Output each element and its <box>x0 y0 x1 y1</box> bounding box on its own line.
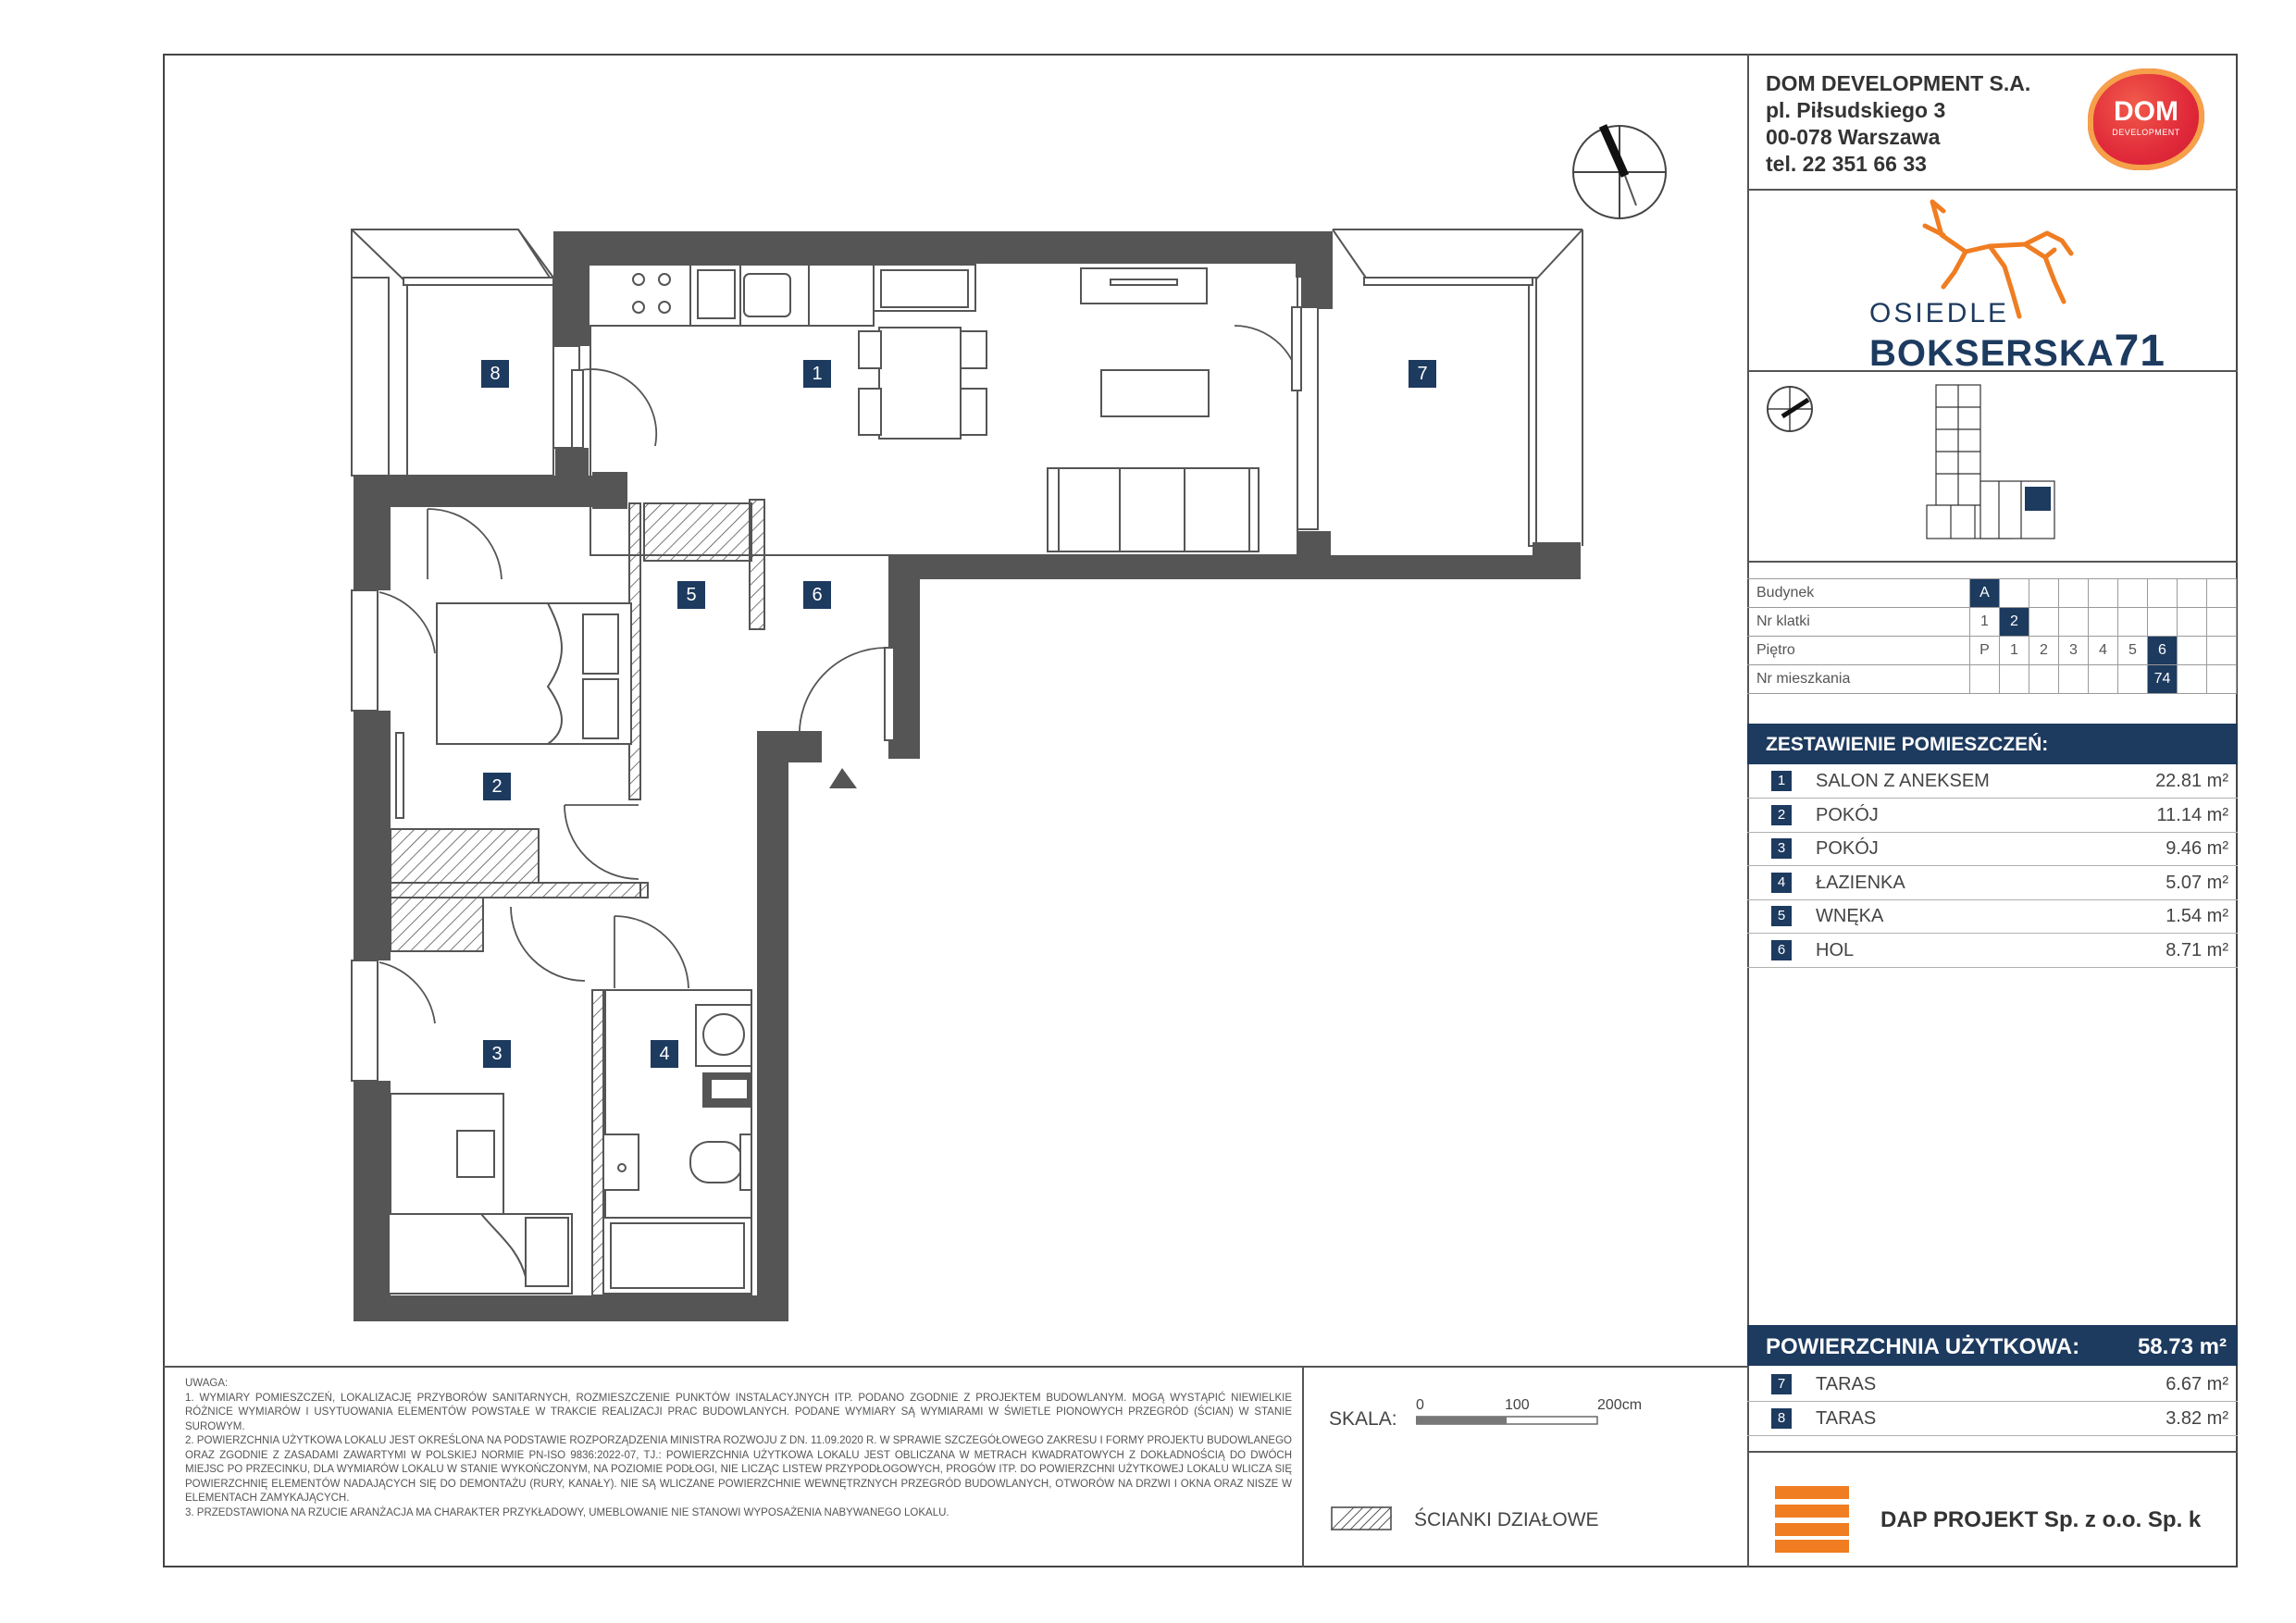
sidebar-sep-3 <box>1747 561 2238 563</box>
location-cell: 6 <box>2148 637 2178 665</box>
room-area: 11.14 m² <box>2156 804 2228 825</box>
room-row <box>1747 866 2238 900</box>
plan-label-5: 5 <box>677 581 705 609</box>
rooms-header-label: ZESTAWIENIE POMIESZCZEŃ: <box>1766 734 2049 755</box>
room-name: POKÓJ <box>1816 804 1879 825</box>
room-row <box>1747 1402 2238 1436</box>
estate-street: BOKSERSKA <box>1869 333 2115 374</box>
location-cell <box>2207 579 2237 608</box>
room-name: HOL <box>1816 939 1855 960</box>
room-name: SALON Z ANEKSEM <box>1816 771 1990 791</box>
room-name: POKÓJ <box>1816 838 1879 859</box>
scale-tick-100: 100 <box>1505 1397 1530 1413</box>
usable-area-band <box>1747 1325 2238 1366</box>
sidebar-sep-4 <box>1747 1451 2238 1453</box>
room-row <box>1747 1368 2238 1402</box>
logo-subtext: DEVELOPMENT <box>2112 128 2180 137</box>
company-name: DOM DEVELOPMENT S.A. <box>1766 71 2031 95</box>
usable-area-label: POWIERZCHNIA UŻYTKOWA: <box>1766 1334 2080 1359</box>
notes-title: UWAGA: <box>185 1378 229 1389</box>
location-cell <box>2000 579 2029 608</box>
company-street: pl. Piłsudskiego 3 <box>1766 98 1946 122</box>
floor-plan <box>333 222 1592 1332</box>
scale-tick-0: 0 <box>1416 1397 1424 1413</box>
location-cell: 2 <box>2029 637 2059 665</box>
room-name: TARAS <box>1816 1374 1877 1394</box>
room-row <box>1747 934 2238 968</box>
note-3: 3. PRZEDSTAWIONA NA RZUCIE ARANŻACJA MA CHARAKTER PRZYKŁADOWY, UMEBLOWANIE NIE STANOWI WYPOSAŻENIA NABYWANEGO LOKALU. <box>185 1506 949 1518</box>
room-number-badge: 3 <box>1771 838 1792 859</box>
plan-label-1: 1 <box>803 360 831 388</box>
room-area: 6.67 m² <box>2166 1374 2228 1394</box>
notes-block <box>185 1377 1292 1520</box>
estate-name-line1: OSIEDLE <box>1869 298 2010 328</box>
room-area: 8.71 m² <box>2166 939 2228 960</box>
location-cell: 2 <box>2000 608 2029 637</box>
location-cell <box>2118 665 2148 694</box>
location-row <box>1747 579 2237 608</box>
location-cell <box>2059 665 2089 694</box>
location-row-label: Nr klatki <box>1747 608 1970 637</box>
room-number-badge: 5 <box>1771 906 1792 926</box>
location-row <box>1747 608 2237 637</box>
company-phone: tel. 22 351 66 33 <box>1766 152 1927 176</box>
scale-bar <box>1416 1416 1601 1427</box>
room-area: 22.81 m² <box>2155 771 2228 791</box>
location-cell <box>2148 579 2178 608</box>
footer-divider-vertical <box>1302 1366 1304 1567</box>
room-row <box>1747 832 2238 866</box>
plan-label-2: 2 <box>483 773 511 800</box>
location-cell <box>2059 579 2089 608</box>
room-name: ŁAZIENKA <box>1816 872 1905 893</box>
location-cell: 5 <box>2118 637 2148 665</box>
room-number-badge: 7 <box>1771 1374 1792 1394</box>
location-cell <box>2118 579 2148 608</box>
room-row <box>1747 764 2238 799</box>
designer-name: DAP PROJEKT Sp. z o.o. Sp. k <box>1880 1507 2202 1532</box>
usable-area-value: 58.73 m² <box>2137 1334 2227 1359</box>
location-cell: 74 <box>2148 665 2178 694</box>
location-row <box>1747 665 2237 694</box>
location-cell <box>2178 665 2207 694</box>
footer-divider <box>163 1366 1747 1368</box>
location-cell: 1 <box>1970 608 2000 637</box>
logo-text: DOM <box>2114 96 2178 127</box>
location-cell <box>2118 608 2148 637</box>
location-cell <box>2089 579 2118 608</box>
location-cell: P <box>1970 637 2000 665</box>
location-cell <box>2029 579 2059 608</box>
location-row-label: Piętro <box>1747 637 1970 665</box>
location-cell <box>2207 608 2237 637</box>
room-name: WNĘKA <box>1816 906 1884 926</box>
estate-number: 71 <box>2114 327 2166 376</box>
location-cell <box>2178 608 2207 637</box>
plan-label-3: 3 <box>483 1040 511 1068</box>
location-row-label: Nr mieszkania <box>1747 665 1970 694</box>
room-number-badge: 1 <box>1771 771 1792 791</box>
room-area: 5.07 m² <box>2166 872 2228 893</box>
location-cell <box>2178 579 2207 608</box>
scale-label: SKALA: <box>1329 1408 1397 1430</box>
room-number-badge: 4 <box>1771 873 1792 893</box>
room-number-badge: 2 <box>1771 805 1792 825</box>
location-cell: 4 <box>2089 637 2118 665</box>
legend-label: ŚCIANKI DZIAŁOWE <box>1414 1509 1599 1530</box>
plan-label-4: 4 <box>651 1040 678 1068</box>
plan-label-8: 8 <box>481 360 509 388</box>
room-number-badge: 6 <box>1771 940 1792 960</box>
note-1: 1. WYMIARY POMIESZCZEŃ, LOKALIZACJĘ PRZYBORÓW SANITARNYCH, ROZMIESZCZENIE PUNKTÓW INSTALACYJNYCH ITP. PODANO ZGODNIE Z PROJEKTEM BUDOWLANYM. MOGĄ WYSTĄPIĆ NIEWIELKIE RÓŻNICE WYMIARÓW I USYTUOWANIA ELEMENTÓW POWSTAŁE W TRAKCIE REALIZACJI PRAC BUDOWLANYCH. PODANE WYMIARY SĄ WYMIARAMI W ŚWIETLE PIONOWYCH PRZEGRÓD (ŚCIAN) W STANIE SUROWYM. <box>185 1392 1292 1432</box>
rooms-header <box>1747 724 2238 764</box>
location-row <box>1747 637 2237 665</box>
sidebar-sep-1 <box>1747 189 2238 191</box>
location-cell: 3 <box>2059 637 2089 665</box>
location-cell: A <box>1970 579 2000 608</box>
location-cell: 1 <box>2000 637 2029 665</box>
estate-name-line2 <box>1869 326 2166 377</box>
partition-wall-hatch-icon <box>1331 1506 1392 1530</box>
room-area: 3.82 m² <box>2166 1407 2228 1429</box>
company-city: 00-078 Warszawa <box>1766 125 1941 149</box>
room-row <box>1747 799 2238 833</box>
room-area: 1.54 m² <box>2166 906 2228 926</box>
location-cell <box>2148 608 2178 637</box>
location-cell <box>2207 665 2237 694</box>
location-cell <box>2089 608 2118 637</box>
room-number-badge: 8 <box>1771 1408 1792 1429</box>
location-row-label: Budynek <box>1747 579 1970 608</box>
dap-projekt-logo-icon <box>1775 1486 1849 1553</box>
location-cell <box>2000 665 2029 694</box>
location-cell <box>2059 608 2089 637</box>
scale-tick-200: 200cm <box>1597 1397 1643 1413</box>
building-key-plan <box>1923 379 2062 546</box>
location-cell <box>1970 665 2000 694</box>
location-table <box>1747 578 2237 694</box>
company-info <box>1766 70 2030 178</box>
location-cell <box>2207 637 2237 665</box>
location-cell <box>2029 665 2059 694</box>
location-cell <box>2029 608 2059 637</box>
compass-small-icon <box>1764 383 1816 435</box>
plan-label-7: 7 <box>1409 360 1436 388</box>
note-2: 2. POWIERZCHNIA UŻYTKOWA LOKALU JEST OKREŚLONA NA PODSTAWIE ROZPORZĄDZENIA MINISTRA ROZWOJU Z DN. 11.09.2020 R. W SPRAWIE SZCZEGÓŁOWEGO ZAKRESU I FORMY PROJEKTU BUDOWLANEGO ORAZ ZGODNIE Z ZASADAMI ZAWARTYMI W POLSKIEJ NORMIE PN-ISO 9836:2022-07, TJ.: POWIERZCHNIA UŻYTKOWA LOKALU JEST OBLICZANA W METRACH KWADRATOWYCH Z DOKŁADNOŚCIĄ DO DWÓCH MIEJSC PO PRZECINKU, DLA WYMIARÓW LOKALU W STANIE WYKOŃCZONYM, NA POZIOMIE PODŁOGI, NIE LICZĄC LISTEW PRZYPODŁOGOWYCH, PROGÓW ITP. DO POWIERZCHNI UŻYTKOWEJ LOKALU WLICZA SIĘ POWIERZCHNIĘ ELEMENTÓW NADAJĄCYCH SIĘ DO DEMONTAŻU (RURY, KANAŁY). NIE SĄ WLICZANE POWIERZCHNIE WEWNĘTRZNYCH PRZEGRÓD BUDOWLANYCH, OTWORÓW NA DRZWI I OKNA ORAZ NISZE W ELEMENTACH ZAMYKAJĄCYCH. <box>185 1435 1292 1504</box>
room-row <box>1747 899 2238 934</box>
entrance-marker-icon <box>829 768 857 788</box>
room-name: TARAS <box>1816 1407 1877 1429</box>
location-cell <box>2089 665 2118 694</box>
location-cell <box>2178 637 2207 665</box>
room-area: 9.46 m² <box>2166 838 2228 859</box>
compass-north-icon <box>1570 118 1669 226</box>
plan-label-6: 6 <box>803 581 831 609</box>
